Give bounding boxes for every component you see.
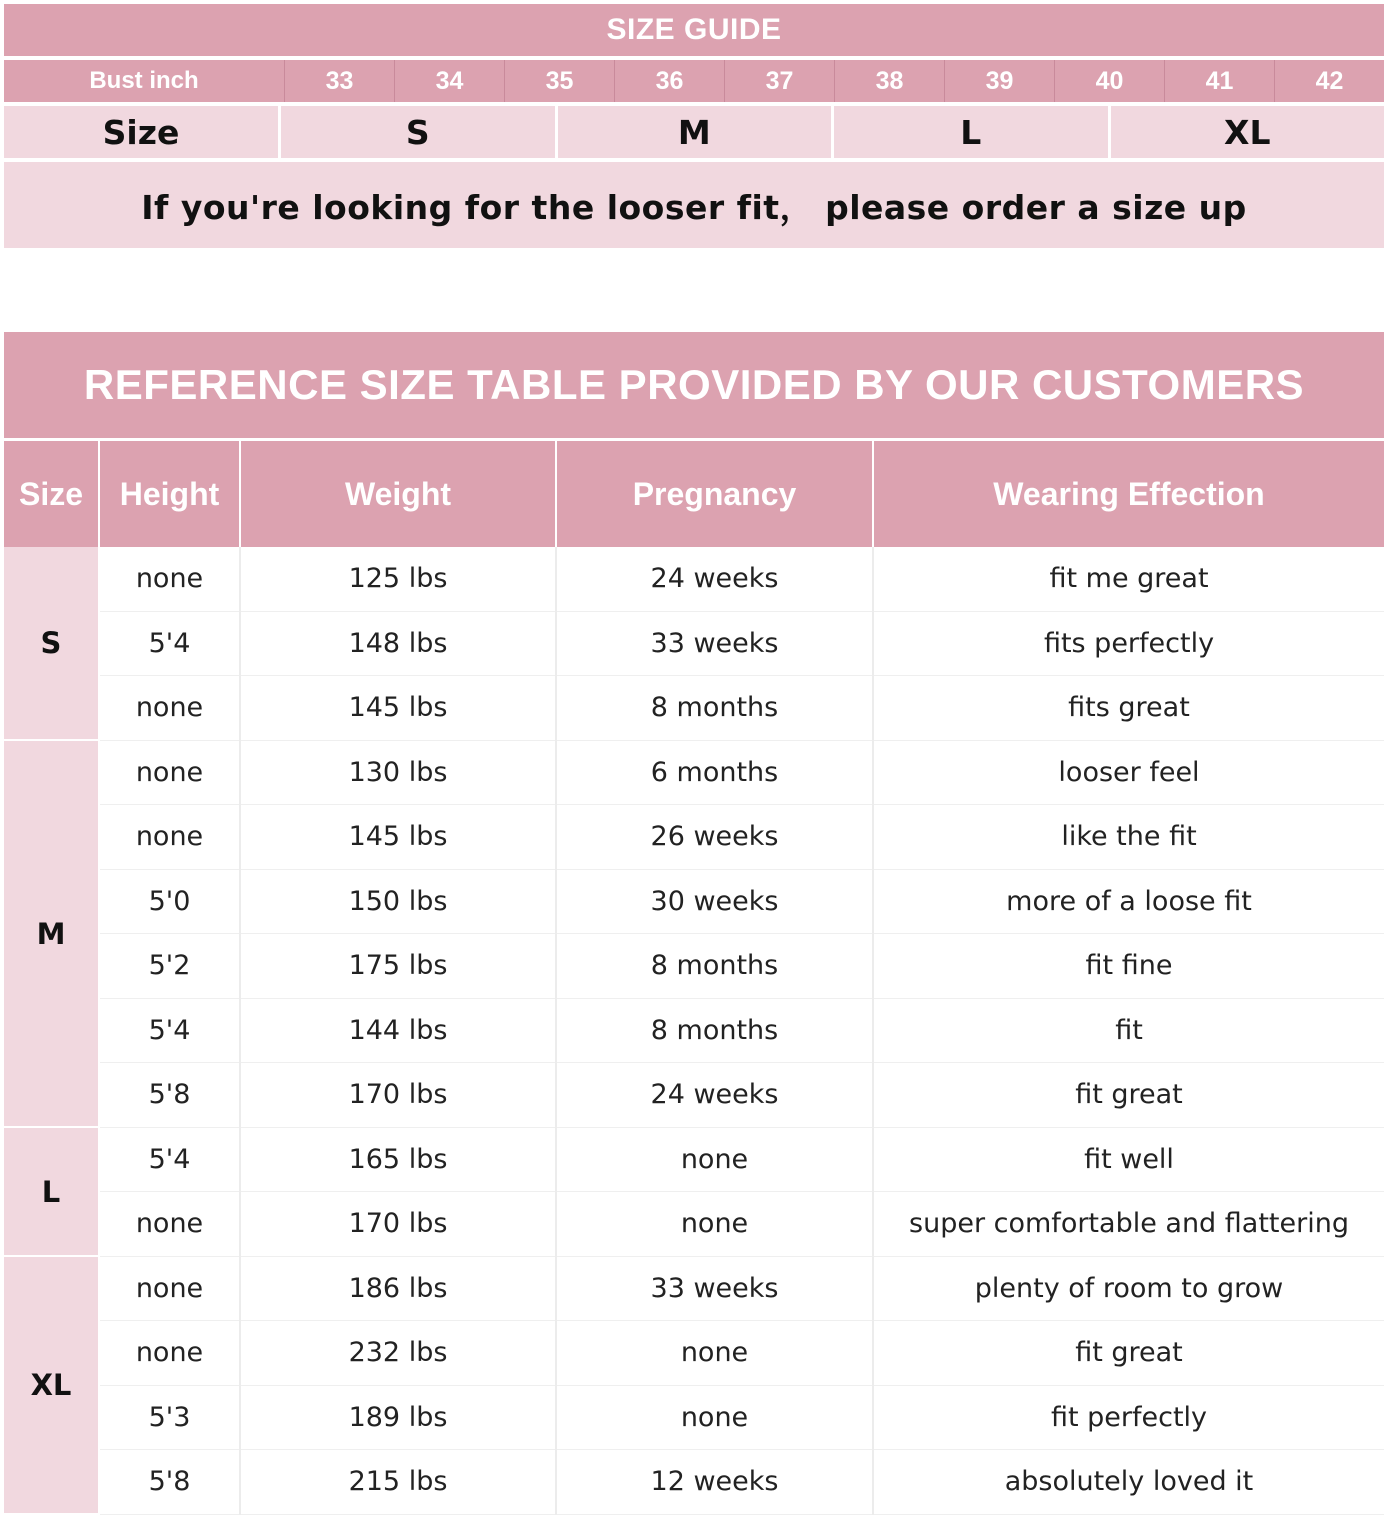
table-row [4, 1063, 1384, 1128]
weight-cell: 144 lbs [240, 998, 556, 1063]
height-cell: 5'4 [99, 998, 240, 1063]
size-group-cell: XL [4, 1256, 99, 1514]
table-row [4, 934, 1384, 999]
pregnancy-cell: 33 weeks [556, 1256, 873, 1321]
height-cell: none [99, 1192, 240, 1257]
table-row [4, 676, 1384, 741]
effect-cell: fit [873, 998, 1384, 1063]
bust-row [4, 60, 1384, 102]
bust-value: 36 [615, 60, 725, 102]
size-group-cell: S [4, 547, 99, 740]
table-row [4, 740, 1384, 805]
pregnancy-cell: 8 months [556, 676, 873, 741]
effect-cell: fit me great [873, 547, 1384, 611]
bust-value: 42 [1315, 66, 1344, 95]
weight-cell: 215 lbs [240, 1450, 556, 1515]
table-row [4, 1256, 1384, 1321]
header-height: Height [99, 441, 240, 547]
weight-cell: 175 lbs [240, 934, 556, 999]
effect-cell: fit fine [873, 934, 1384, 999]
header-wearing-effection: Wearing Effection [873, 441, 1384, 547]
weight-cell: 148 lbs [240, 611, 556, 676]
pregnancy-cell: 8 months [556, 998, 873, 1063]
weight-cell: 145 lbs [240, 676, 556, 741]
weight-cell: 189 lbs [240, 1385, 556, 1450]
bust-value: 37 [725, 60, 835, 102]
size-cell: L [834, 106, 1111, 158]
height-cell: 5'3 [99, 1385, 240, 1450]
weight-cell: 232 lbs [240, 1321, 556, 1386]
bust-value: 33 [285, 60, 395, 102]
height-cell: 5'8 [99, 1063, 240, 1128]
height-cell: none [99, 1321, 240, 1386]
reference-header-row [4, 441, 1384, 547]
weight-cell: 170 lbs [240, 1063, 556, 1128]
pregnancy-cell: 6 months [556, 740, 873, 805]
height-cell: none [99, 547, 240, 611]
pregnancy-cell: 33 weeks [556, 611, 873, 676]
effect-cell: fit great [873, 1321, 1384, 1386]
reference-title: REFERENCE SIZE TABLE PROVIDED BY OUR CUSTOMERS [4, 332, 1384, 438]
size-guide [4, 4, 1384, 248]
weight-cell: 130 lbs [240, 740, 556, 805]
height-cell: 5'4 [99, 611, 240, 676]
size-guide-title: SIZE GUIDE [4, 4, 1384, 56]
effect-cell: fit well [873, 1127, 1384, 1192]
pregnancy-cell: 12 weeks [556, 1450, 873, 1515]
table-row [4, 998, 1384, 1063]
effect-cell: super comfortable and flattering [873, 1192, 1384, 1257]
reference-table-section [4, 332, 1384, 1515]
weight-cell: 145 lbs [240, 805, 556, 870]
height-cell: 5'8 [99, 1450, 240, 1515]
weight-cell: 186 lbs [240, 1256, 556, 1321]
effect-cell: looser feel [873, 740, 1384, 805]
size-group-cell: M [4, 740, 99, 1127]
effect-cell: fits perfectly [873, 611, 1384, 676]
fit-note: If you're looking for the looser fit， please order a size up [4, 162, 1384, 248]
pregnancy-cell: none [556, 1192, 873, 1257]
weight-cell: 165 lbs [240, 1127, 556, 1192]
pregnancy-cell: none [556, 1321, 873, 1386]
effect-cell: plenty of room to grow [873, 1256, 1384, 1321]
height-cell: none [99, 740, 240, 805]
table-row [4, 611, 1384, 676]
height-cell: 5'2 [99, 934, 240, 999]
bust-value: 34 [395, 60, 505, 102]
weight-cell: 125 lbs [240, 547, 556, 611]
size-row [4, 106, 1384, 158]
table-row [4, 1321, 1384, 1386]
size-label: Size [4, 106, 281, 158]
weight-cell: 150 lbs [240, 869, 556, 934]
pregnancy-cell: none [556, 1385, 873, 1450]
table-row [4, 805, 1384, 870]
bust-value: 40 [1055, 60, 1165, 102]
pregnancy-cell: 24 weeks [556, 547, 873, 611]
effect-cell: more of a loose fit [873, 869, 1384, 934]
effect-cell: like the fit [873, 805, 1384, 870]
reference-body [4, 547, 1384, 1514]
pregnancy-cell: 24 weeks [556, 1063, 873, 1128]
bust-value: 41 [1165, 60, 1275, 102]
height-cell: none [99, 1256, 240, 1321]
pregnancy-cell: none [556, 1127, 873, 1192]
table-row [4, 1385, 1384, 1450]
weight-cell: 170 lbs [240, 1192, 556, 1257]
height-cell: none [99, 676, 240, 741]
header-weight: Weight [240, 441, 556, 547]
header-pregnancy: Pregnancy [556, 441, 873, 547]
height-cell: 5'0 [99, 869, 240, 934]
reference-table [4, 441, 1384, 1515]
pregnancy-cell: 8 months [556, 934, 873, 999]
size-cell: XL [1224, 112, 1271, 152]
height-cell: none [99, 805, 240, 870]
effect-cell: fits great [873, 676, 1384, 741]
header-size: Size [4, 441, 99, 547]
size-group-cell: L [4, 1127, 99, 1256]
effect-cell: absolutely loved it [873, 1450, 1384, 1515]
table-row [4, 1127, 1384, 1192]
pregnancy-cell: 26 weeks [556, 805, 873, 870]
effect-cell: fit great [873, 1063, 1384, 1128]
size-cell: S [281, 106, 558, 158]
table-row [4, 547, 1384, 611]
pregnancy-cell: 30 weeks [556, 869, 873, 934]
bust-value: 35 [505, 60, 615, 102]
bust-value: 38 [835, 60, 945, 102]
table-row [4, 1450, 1384, 1515]
effect-cell: fit perfectly [873, 1385, 1384, 1450]
height-cell: 5'4 [99, 1127, 240, 1192]
table-row [4, 1192, 1384, 1257]
size-cell: M [558, 106, 835, 158]
bust-value: 39 [945, 60, 1055, 102]
bust-label: Bust inch [4, 60, 285, 102]
table-row [4, 869, 1384, 934]
